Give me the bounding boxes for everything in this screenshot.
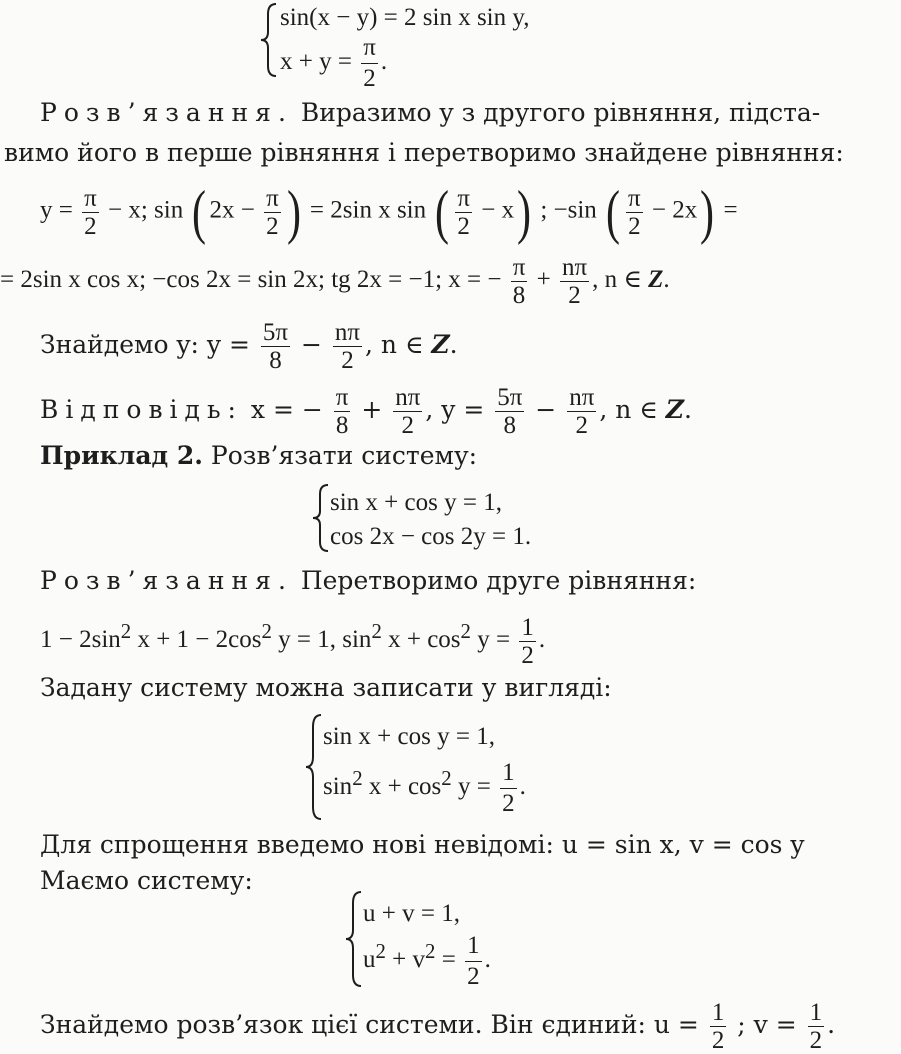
final-solution-text: Знайдемо розв’язок цієї системи. Він єдиний: u = $\frac{1}{2}$ ; v = $\frac{1}{2}$ . bbox=[40, 999, 836, 1054]
system-4-eq1: u + v = 1, bbox=[363, 900, 460, 927]
rewrite-text: Задану систему можна записати у вигляді: bbox=[40, 673, 612, 702]
brace-icon bbox=[303, 713, 325, 821]
system-4-eq2: $u^2 + v^2$ = $\frac{1}{2}$ . bbox=[363, 932, 491, 990]
solution-2-transform: $1 - 2\sin^2$ $x + 1 - 2\cos^2$ y = 1, $\sin^2 x + \cos^2 y$ = $\frac{1}{2}$ . bbox=[40, 614, 546, 669]
system-2-eq2: cos 2x − cos 2y = 1. bbox=[330, 523, 532, 550]
solution-label: Розв’язання. bbox=[40, 98, 293, 127]
solution-2-line: Розв’язання. Перетворимо друге рівняння: bbox=[40, 566, 697, 595]
system-3 bbox=[303, 713, 623, 823]
brace-icon bbox=[258, 2, 280, 78]
brace-icon bbox=[343, 890, 365, 988]
solution-1-equation-y: y = $\frac{\pi}{2}$ − x; sin ( 2x − $\frac{\pi}{2}$ ) = 2sin x sin ( $\frac{\pi}{2}$ − x) ; −sin ( $\frac{\pi}{2}$ − 2x) = bbox=[40, 179, 738, 245]
system-1-eq1: sin(x − y) = 2 sin x sin y, bbox=[280, 4, 530, 31]
system-2-eq1: sin x + cos y = 1, bbox=[330, 489, 502, 516]
solution-1-equation-x: = 2sin x cos x; −cos 2x = sin 2x; tg 2x = −1; x = − $\frac{\pi}{8}$ + $\frac{n\pi}{2}$ , n ∈ Z. bbox=[0, 254, 670, 309]
system-3-eq2: $\sin^2 x + \cos^2 y$ = $\frac{1}{2}$ . bbox=[323, 759, 526, 817]
system-4 bbox=[343, 890, 563, 990]
system-1-eq2: x + y = $\frac{\pi}{2}$ . bbox=[280, 34, 388, 92]
have-system-text: Маємо систему: bbox=[40, 866, 253, 895]
system-2 bbox=[310, 483, 610, 555]
brace-icon bbox=[310, 483, 332, 553]
answer-label: Відповідь: bbox=[40, 395, 243, 424]
solution-1-line-2: вимо його в перше рівняння і перетворимо знайдене рівняння: bbox=[4, 138, 844, 167]
answer-1: Відповідь: x = − $\frac{\pi}{8}$ + $\frac{n\pi}{2}$ , y = $\frac{5\pi}{8}$ − $\frac{n\pi}{2}$ , n ∈ Z. bbox=[40, 384, 692, 439]
example-2-title: Приклад 2. bbox=[40, 441, 203, 470]
solution-1-line-1: Розв’язання. Виразимо y з другого рівняння, підста- bbox=[40, 98, 821, 127]
system-1 bbox=[258, 2, 558, 92]
example-2-heading: Приклад 2. Розв’язати систему: bbox=[40, 441, 478, 470]
solution-1-find-y: Знайдемо y: y = $\frac{5\pi}{8}$ − $\frac{n\pi}{2}$ , n ∈ Z. bbox=[40, 319, 458, 374]
substitution-text: Для спрощення введемо нові невідомі: u = sin x, v = cos y bbox=[40, 830, 805, 859]
system-3-eq1: sin x + cos y = 1, bbox=[323, 723, 495, 750]
